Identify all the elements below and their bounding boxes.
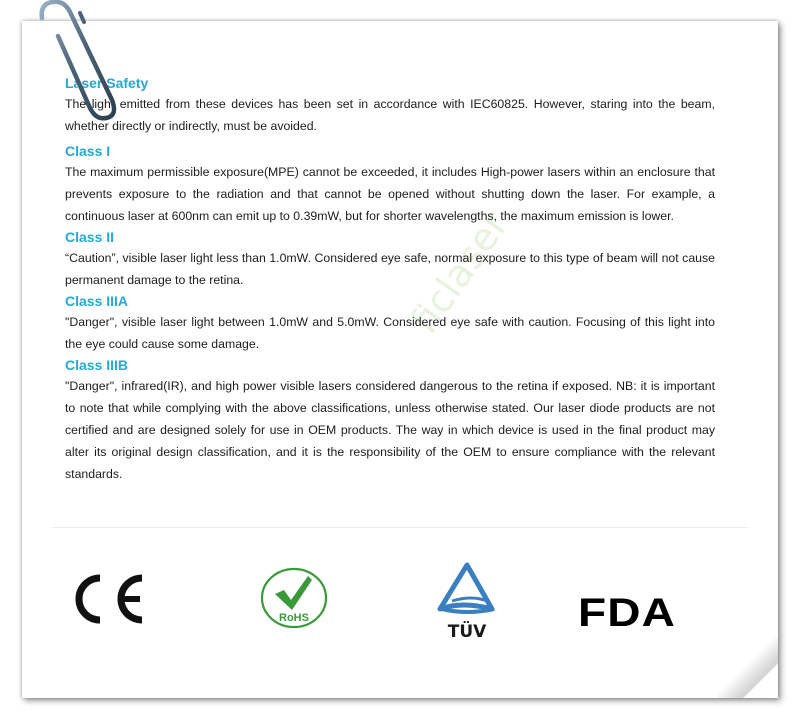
section-heading-class-3b: Class IIIB <box>65 357 129 373</box>
laser-safety-content <box>65 73 715 485</box>
document-page <box>22 21 778 698</box>
section-body-laser-safety: The light emitted from these devices has been set in accordance with IEC60825. However, staring into the beam, whether directly or indirectly, must be avoided. <box>65 97 715 133</box>
page-curl <box>718 638 778 698</box>
rohs-logo-icon <box>259 566 329 635</box>
fda-label: FDA <box>578 591 677 635</box>
section-heading-class-2: Class II <box>65 229 115 245</box>
section-heading-laser-safety: Laser Safety <box>65 75 149 91</box>
ce-mark-icon <box>66 574 146 629</box>
svg-text:TÜV: TÜV <box>447 622 487 641</box>
section-heading-class-1: Class I <box>65 143 111 159</box>
section-body-class-2: “Caution”, visible laser light less than 1.0mW. Considered eye safe, normal exposure to this type of beam will not cause permanent damage to the retina. <box>65 251 715 287</box>
section-heading-class-3a: Class IIIA <box>65 293 129 309</box>
paperclip-icon <box>30 0 120 135</box>
section-body-class-1: The maximum permissible exposure(MPE) cannot be exceeded, it includes High-power lasers within an enclosure that prevents exposure to the radiation and that cannot be opened without shutting down the laser. For example, a continuous laser at 600nm can emit up to 0.39mW, but for shorter wavelengths, the maximum emission is lower. <box>65 165 715 223</box>
watermark: ficlaser <box>402 203 517 342</box>
fda-logo <box>578 591 677 635</box>
divider <box>52 527 748 528</box>
section-body-class-3b: "Danger", infrared(IR), and high power visible lasers considered dangerous to the retina if exposed. NB: it is important to note that while complying with the above classifications, unless otherwise stated. Our laser diode products are not certified and are designed solely for use in OEM products. The way in which device is used in the final product may alter its original design classification, and it is the responsibility of the OEM to ensure compliance with the relevant standards. <box>65 379 715 481</box>
section-body-class-3a: "Danger", visible laser light between 1.0mW and 5.0mW. Considered eye safe with caution. Focusing of this light into the eye could cause some damage. <box>65 315 715 351</box>
certification-logos <box>22 561 778 661</box>
tuv-logo-icon <box>432 561 502 646</box>
svg-text:RoHS: RoHS <box>279 612 309 624</box>
